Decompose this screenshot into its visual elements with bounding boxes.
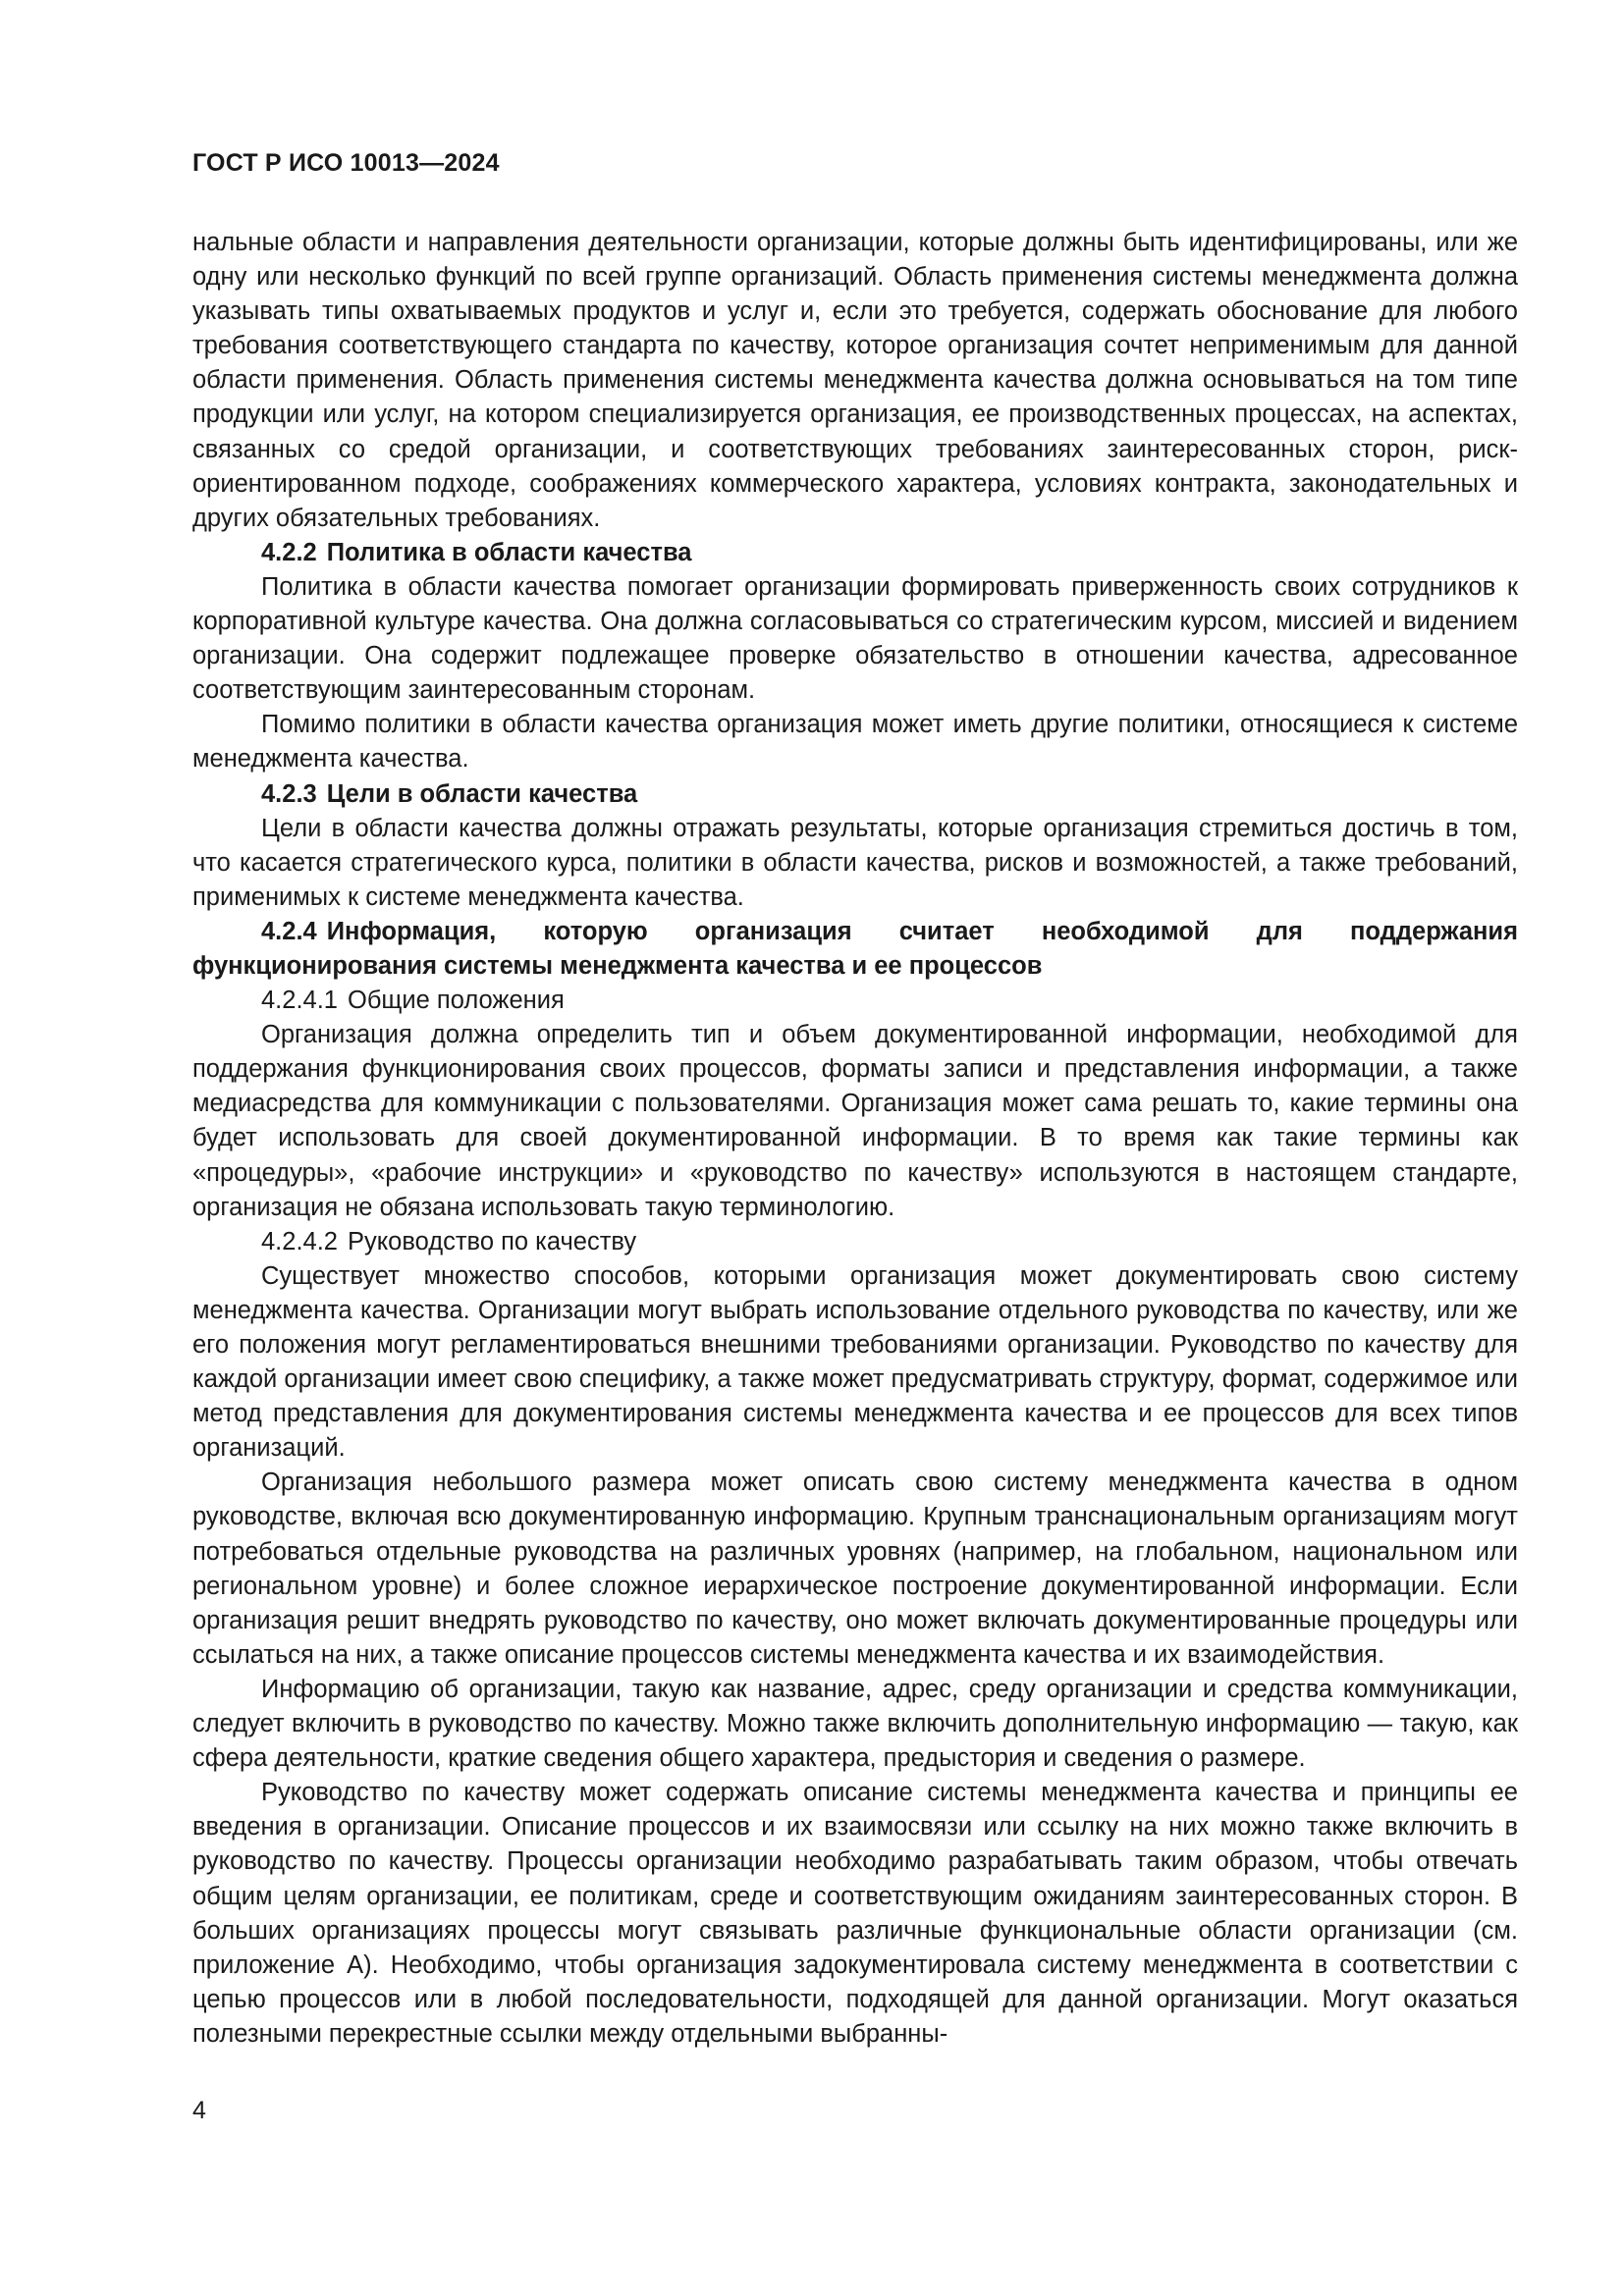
section-number: 4.2.4.1	[261, 987, 338, 1015]
paragraph-text: Организация должна определить тип и объем документированной информации, необходимой для поддержания функционирования своих процессов, форматы записи и представления информации, а также медиасредства для коммуникации с пользователями. Организация может сама решать то, какие термины она будет использовать для своей документированной информации. В то время как такие термины как «процедуры», «рабочие инструкции» и «руководство по качеству» используются в настоящем стандарте, организация не обязана использовать такую терминологию.	[192, 1021, 1518, 1221]
section-number: 4.2.2	[261, 538, 317, 566]
paragraph	[192, 226, 1518, 536]
paragraph	[192, 1776, 1518, 2052]
paragraph-text: нальные области и направления деятельности организации, которые должны быть идентифицированы, или же одну или несколько функций по всей группе организаций. Область применения системы менеджмента должна указывать типы охватываемых продуктов и услуг и, если это требуется, содержать обоснование для любого требования соответствующего стандарта по качеству, которое организация сочтет неприменимым для данной области применения. Область применения системы менеджмента качества должна основываться на том типе продукции или услуг, на котором специализируется организация, ее производственных процессах, на аспектах, связанных со средой организации, и соответствующих требованиях заинтересованных сторон, риск-ориентированном подходе, соображениях коммерческого характера, условиях контракта, законодательных и других обязательных требованиях.	[192, 229, 1518, 532]
page-number: 4	[192, 2097, 206, 2124]
paragraph-text: Помимо политики в области качества организация может иметь другие политики, относящиеся к системе менеджмента качества.	[192, 711, 1518, 774]
section-number: 4.2.4.2	[261, 1227, 338, 1255]
document-body	[192, 226, 1518, 2052]
section-heading	[192, 777, 1518, 812]
section-heading	[192, 915, 1518, 984]
section-number: 4.2.4	[261, 917, 317, 945]
section-heading	[192, 536, 1518, 570]
paragraph	[192, 1018, 1518, 1225]
paragraph	[192, 812, 1518, 915]
paragraph-text: Информация, которую организация считает необходимой для поддержания функционирования системы менеджмента качества и ее процессов	[192, 917, 1518, 980]
paragraph	[192, 570, 1518, 708]
paragraph-text: Информацию об организации, такую как название, адрес, среду организации и средства коммуникации, следует включить в руководство по качеству. Можно также включить дополнительную информацию — такую, как сфера деятельности, краткие сведения общего характера, предыстория и сведения о размере.	[192, 1675, 1518, 1773]
paragraph	[192, 1673, 1518, 1776]
paragraph-text: Цели в области качества должны отражать результаты, которые организация стремиться достичь в том, что касается стратегического курса, политики в области качества, рисков и возможностей, а также требований, применимых к системе менеджмента качества.	[192, 814, 1518, 911]
paragraph-text: Цели в области качества	[326, 779, 638, 808]
paragraph-text: Руководство по качеству	[347, 1227, 637, 1255]
paragraph	[192, 1466, 1518, 1673]
subsection-heading	[192, 984, 1518, 1018]
subsection-heading	[192, 1225, 1518, 1259]
paragraph-text: Руководство по качеству может содержать описание системы менеджмента качества и принципы ее введения в организации. Описание процессов и их взаимосвязи или ссылку на них можно также включить в руководство по качеству. Процессы организации необходимо разрабатывать таким образом, чтобы отвечать общим целям организации, ее политикам, среде и соответствующим ожиданиям заинтересованных сторон. В больших организациях процессы могут связывать различные функциональные области организации (см. приложение А). Необходимо, чтобы организация задокументировала систему менеджмента в соответствии с цепью процессов или в любой последовательности, подходящей для данной организации. Могут оказаться полезными перекрестные ссылки между отдельными выбранны-	[192, 1779, 1518, 2048]
paragraph	[192, 708, 1518, 776]
paragraph-text: Политика в области качества	[326, 538, 692, 566]
section-number: 4.2.3	[261, 779, 317, 808]
paragraph	[192, 1259, 1518, 1467]
document-header: ГОСТ Р ИСО 10013—2024	[192, 149, 500, 177]
paragraph-text: Организация небольшого размера может описать свою систему менеджмента качества в одном руководстве, включая всю документированную информацию. Крупным транснациональным организациям могут потребоваться отдельные руководства на различных уровнях (например, на глобальном, национальном или региональном уровне) и более сложное иерархическое построение документированной информации. Если организация решит внедрять руководство по качеству, оно может включать документированные процедуры или ссылаться на них, а также описание процессов системы менеджмента качества и их взаимодействия.	[192, 1468, 1518, 1669]
paragraph-text: Политика в области качества помогает организации формировать приверженность своих сотрудников к корпоративной культуре качества. Она должна согласовываться со стратегическим курсом, миссией и видением организации. Она содержит подлежащее проверке обязательство в отношении качества, адресованное соответствующим заинтересованным сторонам.	[192, 572, 1518, 705]
paragraph-text: Существует множество способов, которыми организация может документировать свою систему менеджмента качества. Организации могут выбрать использование отдельного руководства по качеству, или же его положения могут регламентироваться внешними требованиями организации. Руководство по качеству для каждой организации имеет свою специфику, а также может предусматривать структуру, формат, содержимое или метод представления для документирования системы менеджмента качества и ее процессов для всех типов организаций.	[192, 1261, 1518, 1463]
paragraph-text: Общие положения	[347, 987, 565, 1015]
